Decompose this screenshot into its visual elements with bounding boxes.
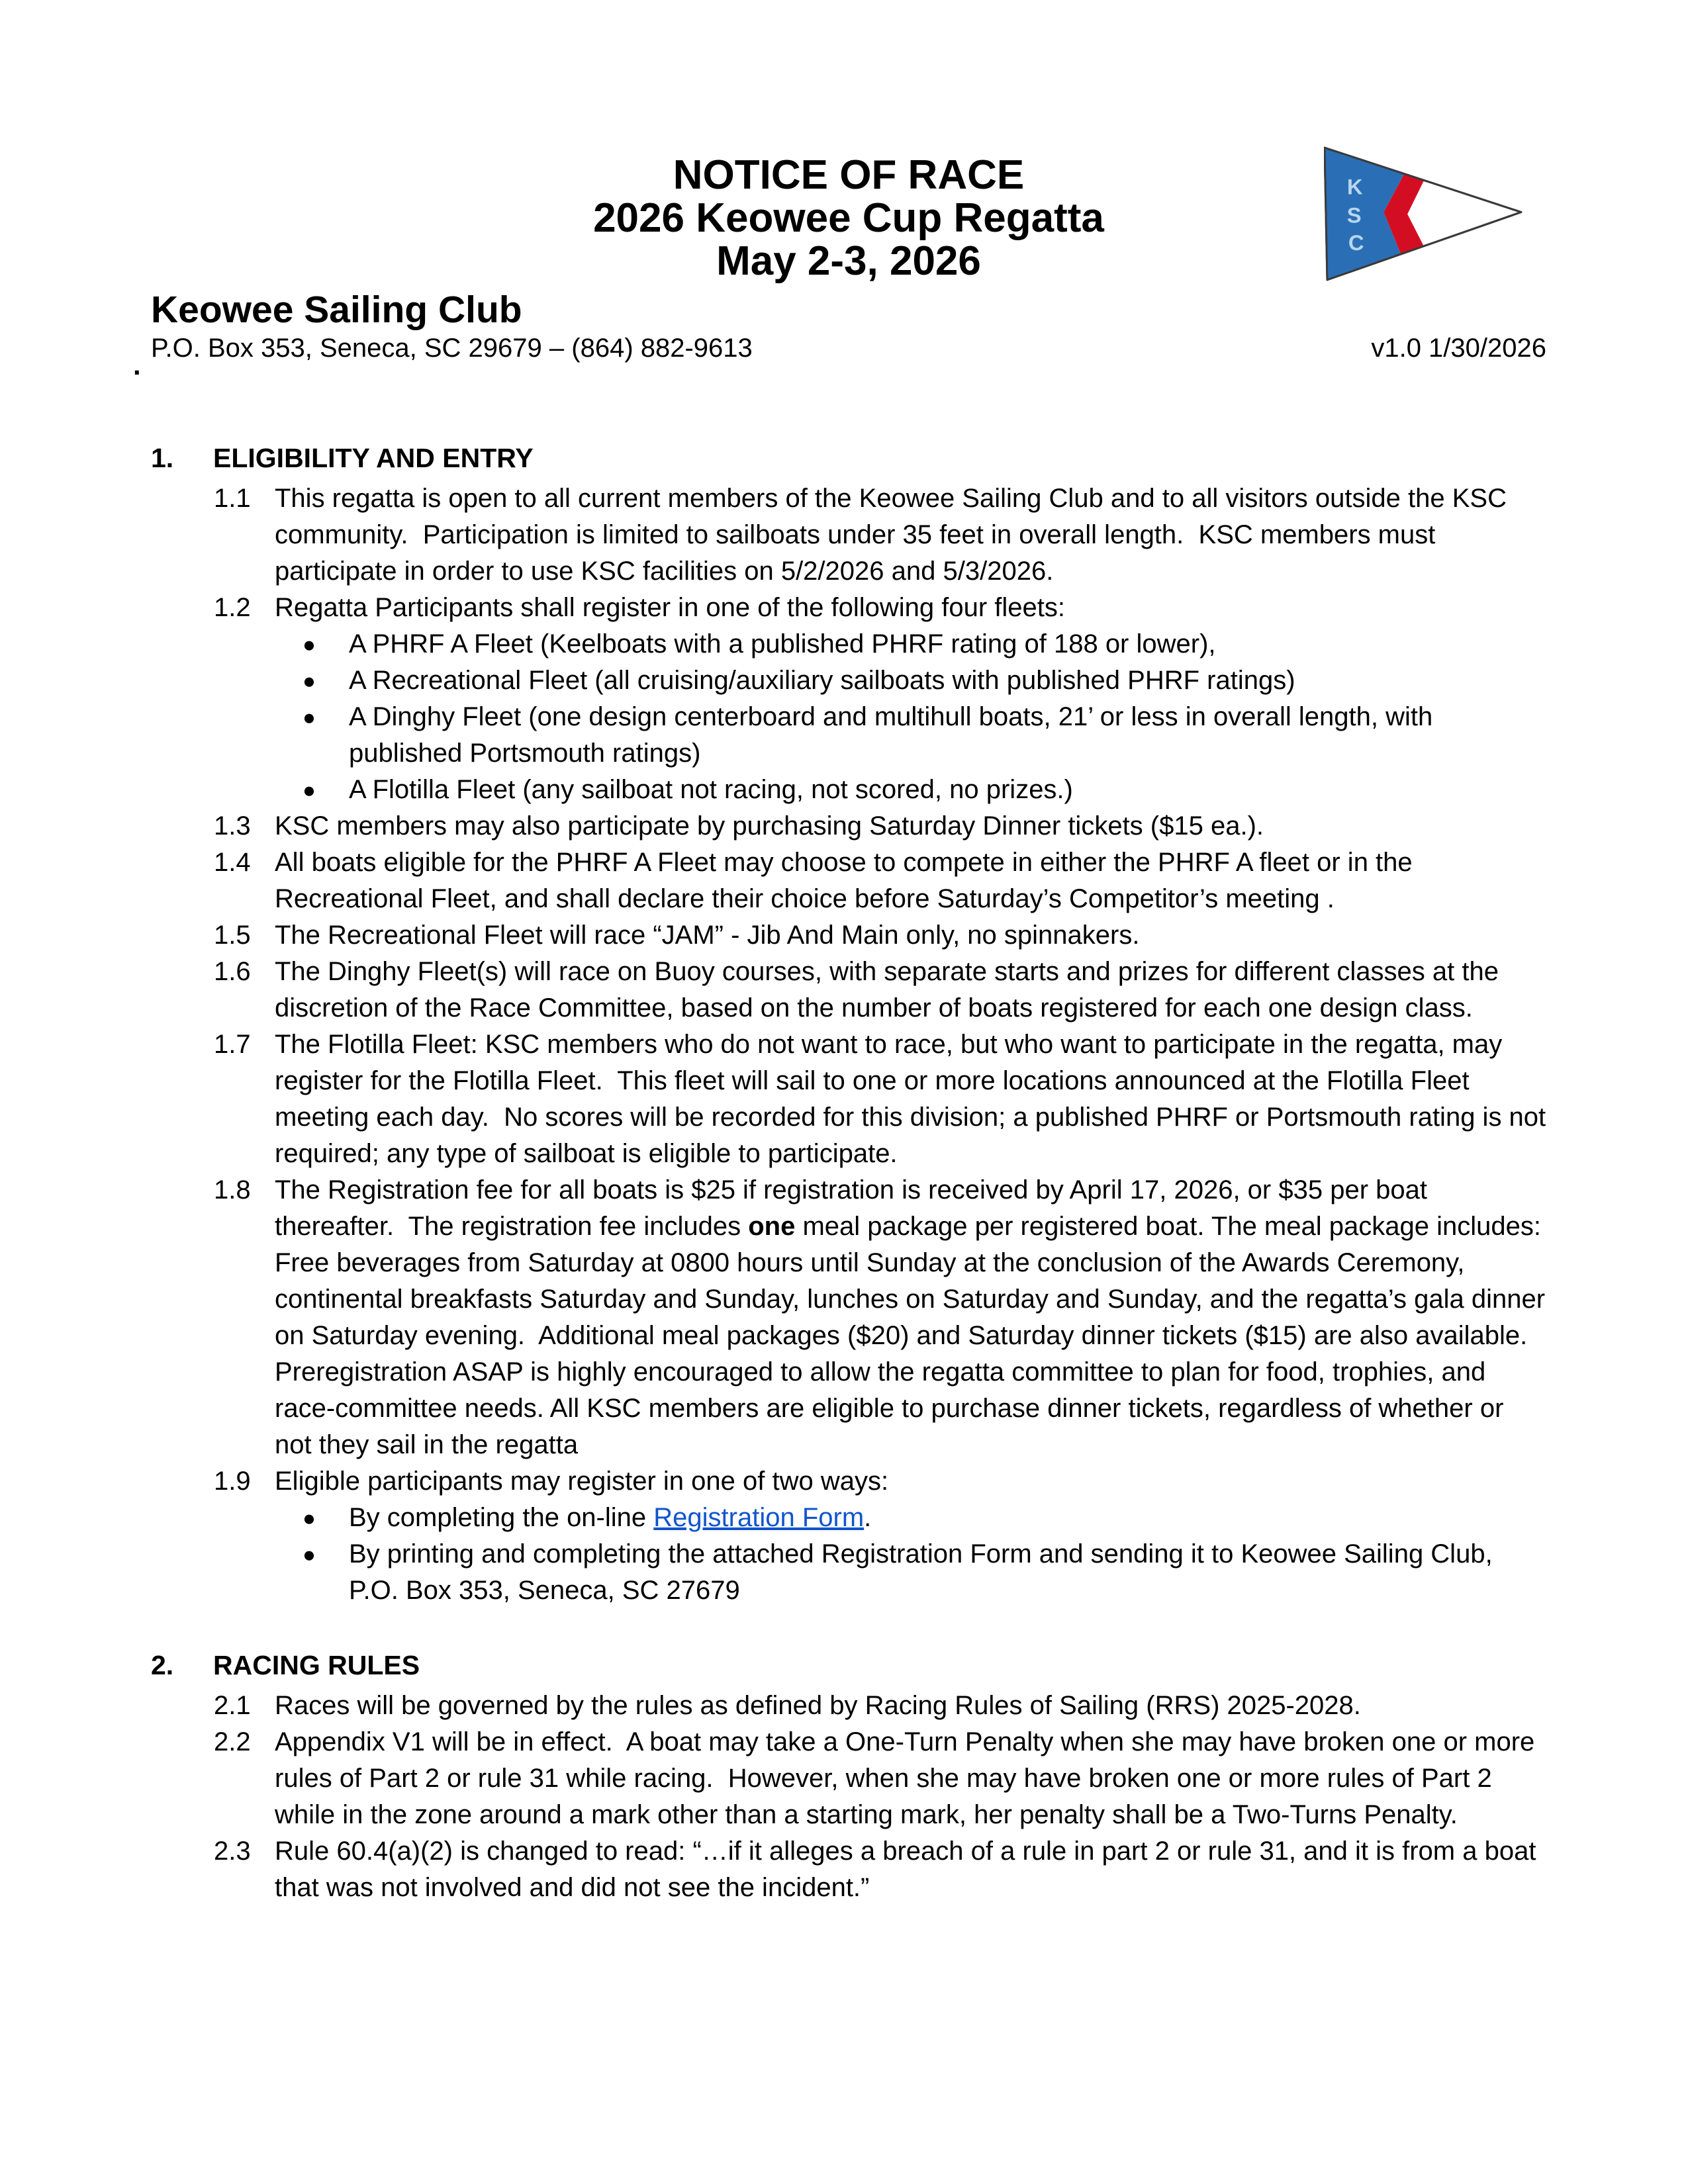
section-1-heading — [151, 440, 1546, 477]
register-by-mail-bullet: ● By printing and completing the attached Registration Form and sending it to Keowee Sailing Club, P.O. Box 353, Seneca, SC 27679 — [275, 1536, 1546, 1609]
item-1-7-number: 1.7 — [214, 1030, 251, 1059]
title-line-notice-of-race: NOTICE OF RACE — [673, 152, 1025, 198]
item-1-6-number: 1.6 — [214, 957, 251, 986]
bullet-icon: ● — [303, 1542, 316, 1567]
item-1-6-text: The Dinghy Fleet(s) will race on Buoy courses, with separate starts and prizes for different classes at the discretion of the Race Committee, based on the number of boats registered for each one design class. — [275, 957, 1507, 1023]
address-row — [151, 332, 1546, 365]
burgee-letter-k: K — [1346, 174, 1363, 199]
ksc-burgee-logo — [1324, 144, 1523, 283]
item-1-2 — [151, 590, 1546, 808]
bold-word-one: one — [748, 1212, 796, 1241]
item-1-3 — [151, 808, 1546, 844]
item-2-1-text: Races will be governed by the rules as defined by Racing Rules of Sailing (RRS) 2025-2028. — [275, 1691, 1361, 1720]
section-2-title: RACING RULES — [213, 1650, 420, 1680]
item-2-1 — [151, 1688, 1546, 1724]
item-2-3-number: 2.3 — [214, 1837, 251, 1866]
club-address: P.O. Box 353, Seneca, SC 29679 – (864) 882-9613 — [151, 334, 753, 363]
document-version: v1.0 1/30/2026 — [1371, 334, 1546, 363]
item-1-2-number: 1.2 — [214, 593, 251, 622]
item-1-4-number: 1.4 — [214, 848, 251, 877]
section-eligibility-and-entry — [151, 440, 1554, 1609]
item-2-3 — [151, 1833, 1546, 1906]
bullet-icon: ● — [303, 705, 316, 729]
registration-form-link[interactable]: Registration Form — [653, 1503, 865, 1532]
item-1-7-text: The Flotilla Fleet: KSC members who do not want to race, but who want to participate in the regatta, may register for the Flotilla Fleet. This fleet will sail to one or more locations announced at the Flotilla Fleet meeting each day. No scores will be recorded for this division; a published PHRF or Portsmouth rating is not required; any type of sailboat is eligible to participate. — [275, 1030, 1554, 1168]
fleet-bullet-flotilla: ● A Flotilla Fleet (any sailboat not racing, not scored, no prizes.) — [275, 772, 1546, 808]
burgee-letter-c: C — [1348, 230, 1364, 255]
section-racing-rules — [151, 1647, 1546, 1906]
section-2-number: 2. — [151, 1650, 174, 1680]
item-1-9 — [151, 1463, 1546, 1609]
fleet-bullet-recreational: ● A Recreational Fleet (all cruising/auxiliary sailboats with published PHRF ratings) — [275, 662, 1546, 699]
item-1-1-text: This regatta is open to all current members of the Keowee Sailing Club and to all visitors outside the KSC community. Participation is limited to sailboats under 35 feet in overall length. KSC members must participate in order to use KSC facilities on 5/2/2026 and 5/3/2026. — [275, 484, 1515, 586]
item-1-7 — [151, 1026, 1554, 1172]
item-2-2-number: 2.2 — [214, 1727, 251, 1756]
item-1-3-text: KSC members may also participate by purchasing Saturday Dinner tickets ($15 ea.). — [275, 811, 1264, 841]
item-2-2-text: Appendix V1 will be in effect. A boat may take a One-Turn Penalty when she may have broken one or more rules of Part 2 or rule 31 while racing. However, when she may have broken one or more rules of Part 2 while in the zone around a mark other than a starting mark, her penalty shall be a Two-Turns Penalty. — [275, 1727, 1542, 1829]
section-1-title: ELIGIBILITY AND ENTRY — [213, 443, 534, 473]
item-1-5-number: 1.5 — [214, 921, 251, 950]
fleet-bullet-phrf-a: ● A PHRF A Fleet (Keelboats with a published PHRF rating of 188 or lower), — [275, 626, 1546, 662]
section-1-number: 1. — [151, 443, 174, 473]
section-2-heading — [151, 1647, 1546, 1684]
fleet-bullet-dinghy: ● A Dinghy Fleet (one design centerboard and multihull boats, 21’ or less in overall length, with published Portsmouth ratings) — [275, 699, 1546, 772]
item-1-5-text: The Recreational Fleet will race “JAM” - Jib And Main only, no spinnakers. — [275, 921, 1140, 950]
title-line-regatta-name: 2026 Keowee Cup Regatta — [593, 195, 1104, 241]
burgee-letter-s: S — [1346, 203, 1362, 228]
item-2-1-number: 2.1 — [214, 1691, 251, 1720]
item-1-4 — [151, 844, 1546, 917]
item-1-8 — [151, 1172, 1553, 1463]
bullet-icon: ● — [303, 778, 316, 802]
bullet-icon: ● — [303, 632, 316, 657]
item-1-1-number: 1.1 — [214, 484, 251, 513]
item-1-9-text: Eligible participants may register in one of two ways: — [275, 1467, 889, 1496]
bullet-icon: ● — [303, 668, 316, 693]
item-2-2 — [151, 1724, 1546, 1833]
stray-period-mark: . — [133, 349, 141, 381]
register-online-bullet: ● By completing the on-line Registration Form. — [275, 1500, 1546, 1536]
item-1-4-text: All boats eligible for the PHRF A Fleet may choose to compete in either the PHRF A fleet or in the Recreational Fleet, and shall declare their choice before Saturday’s Competitor’s meeting . — [275, 848, 1420, 913]
item-1-6 — [151, 954, 1546, 1026]
document-body — [151, 440, 1554, 1906]
item-1-8-text: The Registration fee for all boats is $25 if registration is received by April 17, 2026, or $35 per boat thereafter. The registration fee includes one meal package per registered boat. The meal package includes: Free beverages from Saturday at 0800 hours until Sunday at the conclusion of the Awards Ceremony, continental breakfasts Saturday and Sunday, lunches on Saturday and Sunday, and the regatta’s gala dinner on Saturday evening. Additional meal packages ($20) and Saturday dinner tickets ($15) are also available. Preregistration ASAP is highly encouraged to allow the regatta committee to plan for food, trophies, and race-committee needs. All KSC members are eligible to purchase dinner tickets, regardless of whether or not they sail in the regatta — [275, 1175, 1553, 1459]
item-2-3-text: Rule 60.4(a)(2) is changed to read: “…if it alleges a breach of a rule in part 2 or rule 31, and it is from a boat that was not involved and did not see the incident.” — [275, 1837, 1544, 1902]
bullet-icon: ● — [303, 1506, 316, 1530]
item-1-9-number: 1.9 — [214, 1467, 251, 1496]
item-1-2-text: Regatta Participants shall register in one of the following four fleets: — [275, 593, 1065, 622]
title-line-date: May 2-3, 2026 — [716, 238, 981, 284]
item-1-8-number: 1.8 — [214, 1175, 251, 1205]
item-1-1 — [151, 480, 1546, 590]
item-1-3-number: 1.3 — [214, 811, 251, 841]
item-1-5 — [151, 917, 1546, 954]
club-name: Keowee Sailing Club — [151, 289, 522, 331]
